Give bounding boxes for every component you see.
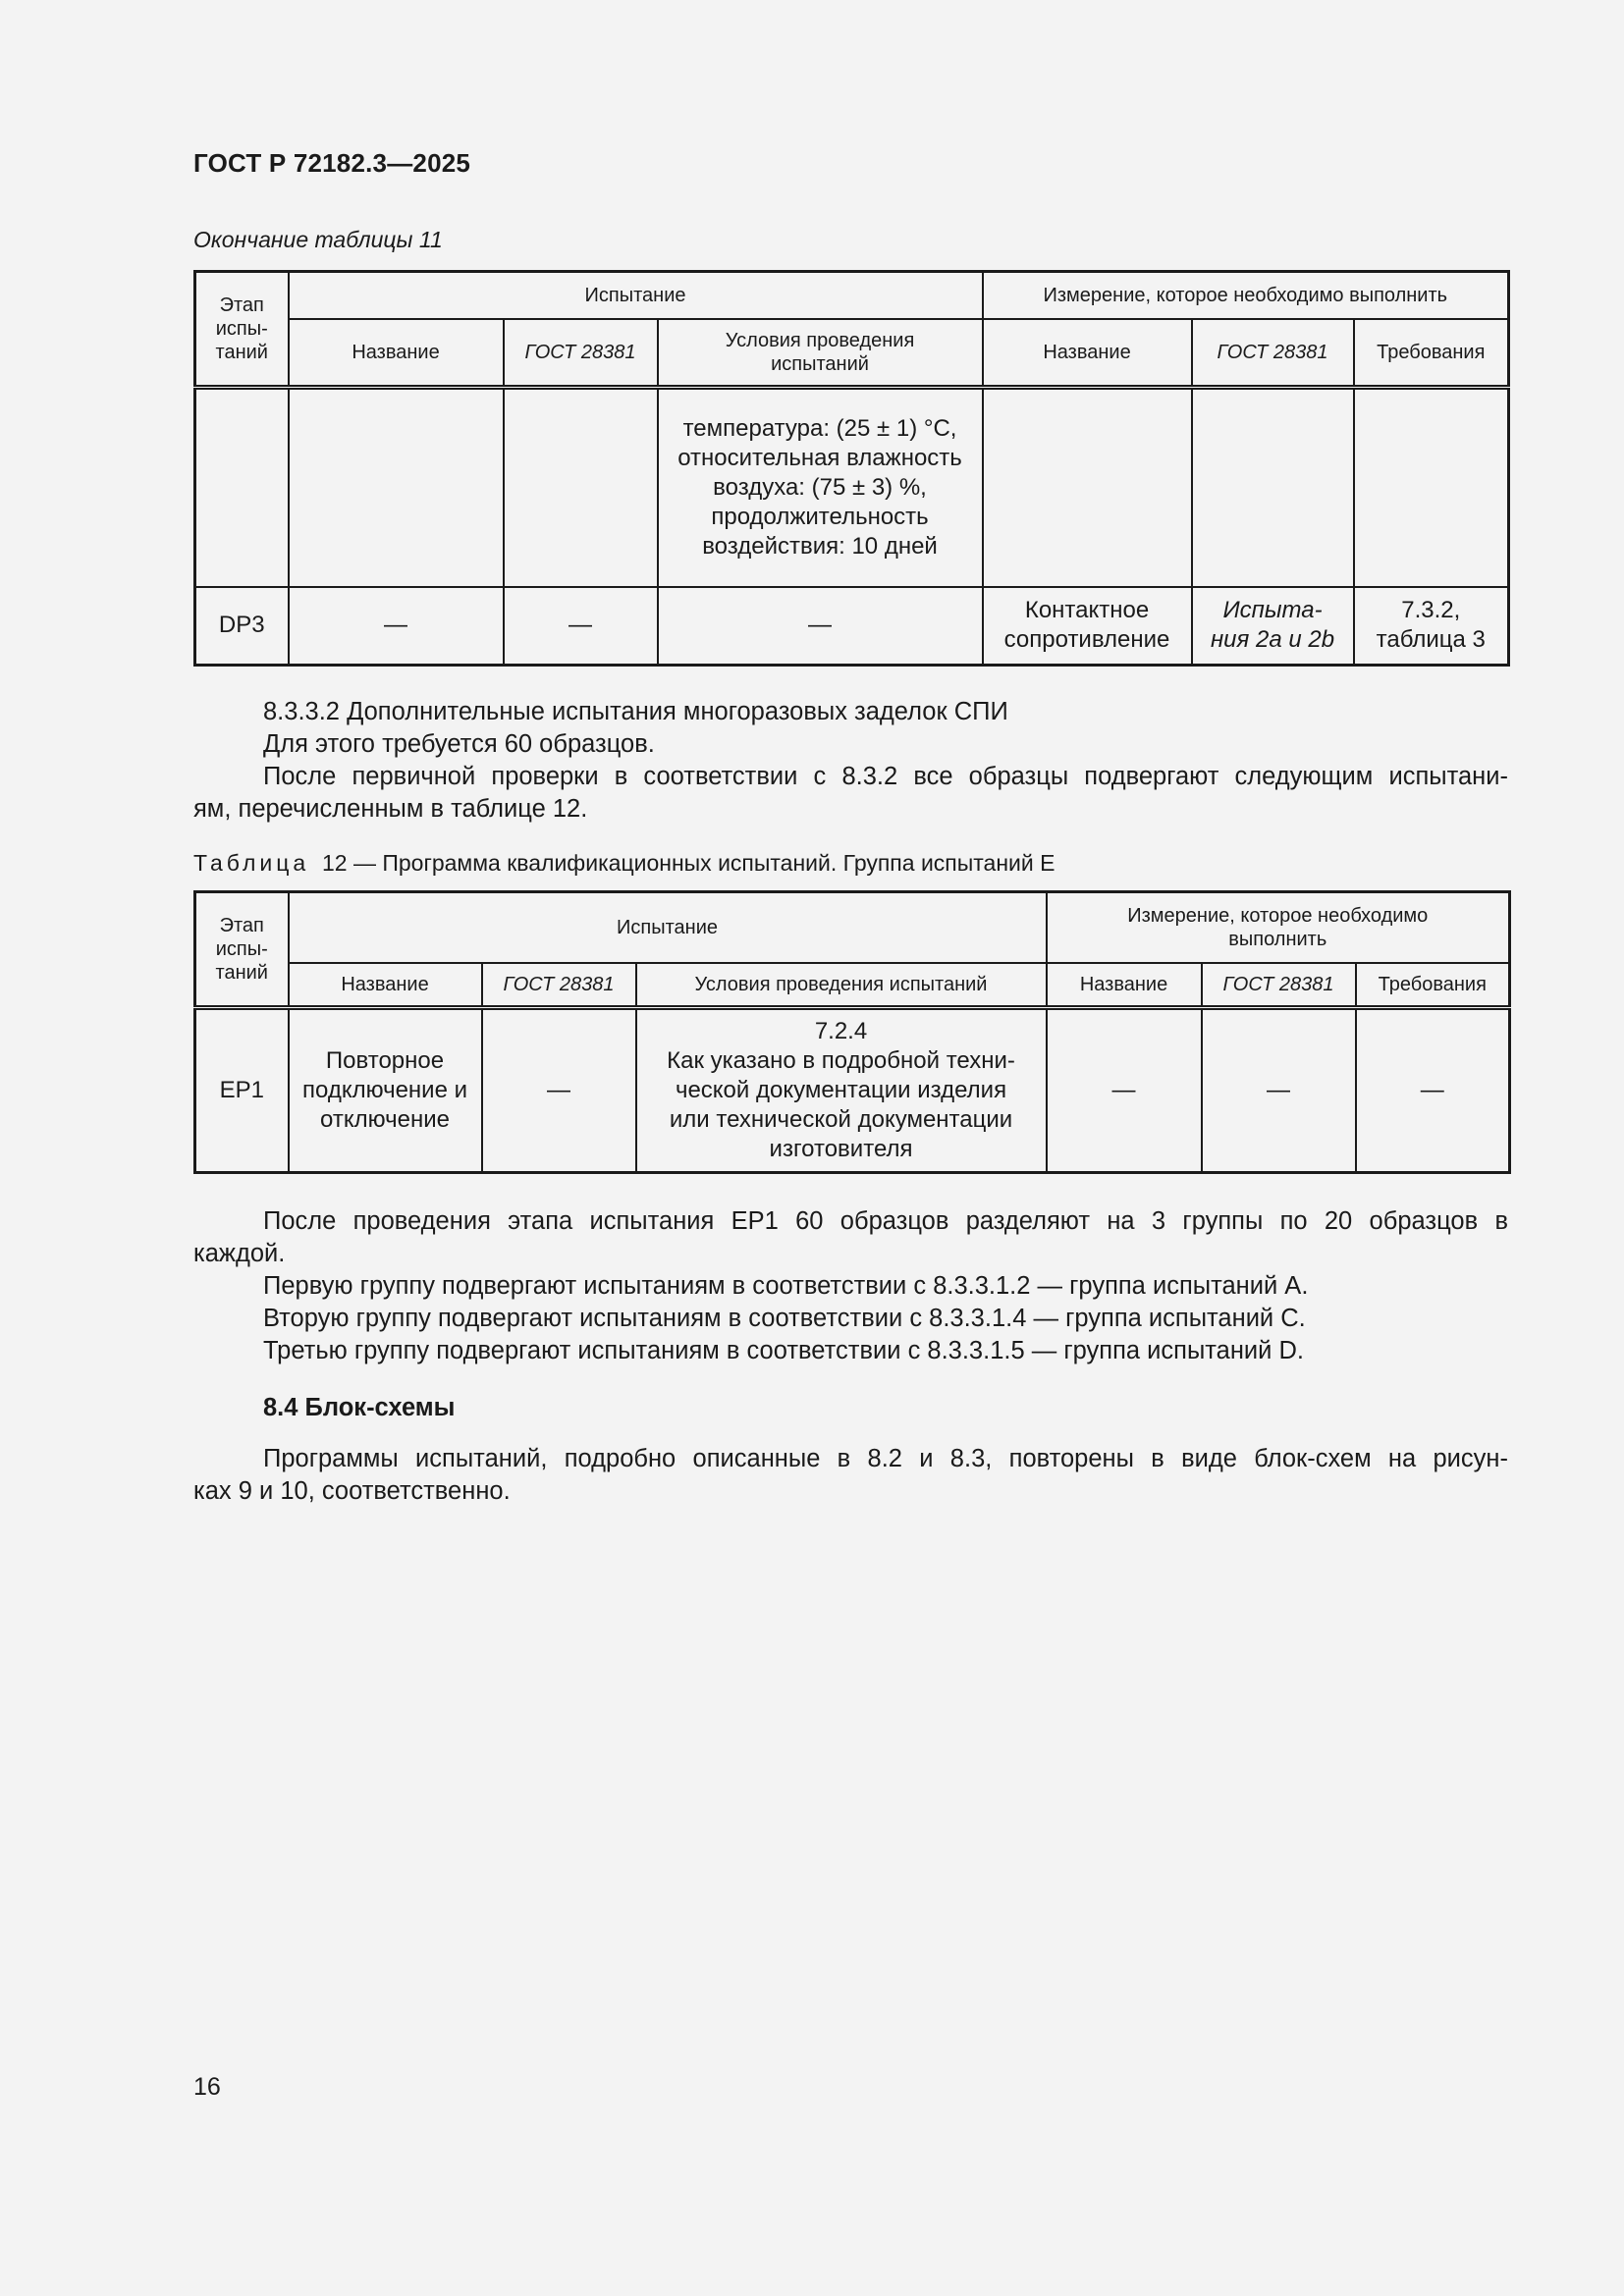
cell-conditions [636, 1008, 1047, 1173]
header-stage: Этап испы-таний [195, 892, 289, 1008]
table-12-title [193, 850, 1055, 877]
cell-conditions: — [658, 587, 983, 666]
header-test: Испытание [289, 272, 983, 319]
paragraph-line: Третью группу подвергают испытаниям в соответствии с 8.3.3.1.5 — группа испытаний D. [263, 1337, 1305, 1364]
document-header: ГОСТ Р 72182.3—2025 [193, 148, 471, 178]
table-11 [193, 270, 1510, 667]
cell-conditions: температура: (25 ± 1) °C, относительная влажность воздуха: (75 ± 3) %, продолжительность воздействия: 10 дней [658, 388, 983, 587]
after-table-12-text [193, 1205, 1508, 1367]
paragraph-line: Для этого требуется 60 образцов. [263, 730, 655, 758]
table-12 [193, 890, 1511, 1174]
cell-name: Повторное подключение и отключение [289, 1008, 482, 1173]
header-meas-name: Название [1047, 963, 1202, 1008]
conditions-text: Как указано в подробной техни-ческой документации изделия или технической документации изготовителя [667, 1047, 1015, 1162]
paragraph-line: Вторую группу подвергают испытаниям в соответствии с 8.3.3.1.4 — группа испытаний C. [263, 1305, 1306, 1332]
header-conditions: Условия проведения испытаний [658, 319, 983, 388]
cell-gost: — [504, 587, 658, 666]
header-gost: ГОСТ 28381 [504, 319, 658, 388]
header-test: Испытание [289, 892, 1047, 963]
header-name: Название [289, 319, 504, 388]
table-title-text: 12 — Программа квалификационных испытаний. Группа испытаний E [321, 850, 1056, 876]
section-8-3-3-2 [193, 696, 1508, 826]
conditions-ref: 7.2.4 [814, 1018, 868, 1044]
header-measurement: Измерение, которое необходимо выполнить [1047, 892, 1510, 963]
cell-meas-gost: Испыта-ния 2a и 2b [1192, 587, 1354, 666]
section-8-4-text [193, 1443, 1508, 1508]
paragraph-line: каждой. [193, 1240, 286, 1267]
table-row [195, 1008, 1510, 1173]
cell-requirements [1354, 388, 1509, 587]
header-requirements: Требования [1356, 963, 1510, 1008]
cell-meas-gost [1192, 388, 1354, 587]
paragraph-line: ках 9 и 10, соответственно. [193, 1477, 511, 1505]
header-measurement: Измерение, которое необходимо выполнить [983, 272, 1509, 319]
cell-meas-name: Контактное сопротивление [983, 587, 1192, 666]
table-label: Таблица [193, 850, 310, 876]
cell-stage: DP3 [195, 587, 289, 666]
header-requirements: Требования [1354, 319, 1509, 388]
table-row [195, 587, 1509, 666]
cell-meas-gost: — [1202, 1008, 1356, 1173]
header-name: Название [289, 963, 482, 1008]
page-number: 16 [193, 2073, 221, 2101]
header-conditions: Условия проведения испытаний [636, 963, 1047, 1008]
paragraph-line: После первичной проверки в соответствии с 8.3.2 все образцы подвергают следующим испытани- [263, 763, 1508, 790]
table-11-continuation-caption: Окончание таблицы 11 [193, 227, 443, 252]
header-gost: ГОСТ 28381 [482, 963, 636, 1008]
paragraph-line: Программы испытаний, подробно описанные в 8.2 и 8.3, повторены в виде блок-схем на рисун- [263, 1445, 1508, 1472]
cell-requirements: 7.3.2, таблица 3 [1354, 587, 1509, 666]
cell-name: — [289, 587, 504, 666]
cell-gost: — [482, 1008, 636, 1173]
paragraph-line: После проведения этапа испытания EP1 60 образцов разделяют на 3 группы по 20 образцов в [263, 1207, 1508, 1235]
header-meas-gost: ГОСТ 28381 [1202, 963, 1356, 1008]
cell-requirements: — [1356, 1008, 1510, 1173]
paragraph-line: ям, перечисленным в таблице 12. [193, 795, 588, 823]
header-stage: Этап испы-таний [195, 272, 289, 388]
header-meas-gost: ГОСТ 28381 [1192, 319, 1354, 388]
cell-meas-name: — [1047, 1008, 1202, 1173]
table-row [195, 388, 1509, 587]
cell-stage [195, 388, 289, 587]
paragraph-line: Первую группу подвергают испытаниям в соответствии с 8.3.3.1.2 — группа испытаний A. [263, 1272, 1309, 1300]
cell-stage: EP1 [195, 1008, 289, 1173]
cell-meas-name [983, 388, 1192, 587]
header-meas-name: Название [983, 319, 1192, 388]
section-title-line: 8.3.3.2 Дополнительные испытания многоразовых заделок СПИ [263, 698, 1008, 725]
cell-gost [504, 388, 658, 587]
cell-name [289, 388, 504, 587]
section-8-4-heading: 8.4 Блок-схемы [263, 1394, 456, 1421]
